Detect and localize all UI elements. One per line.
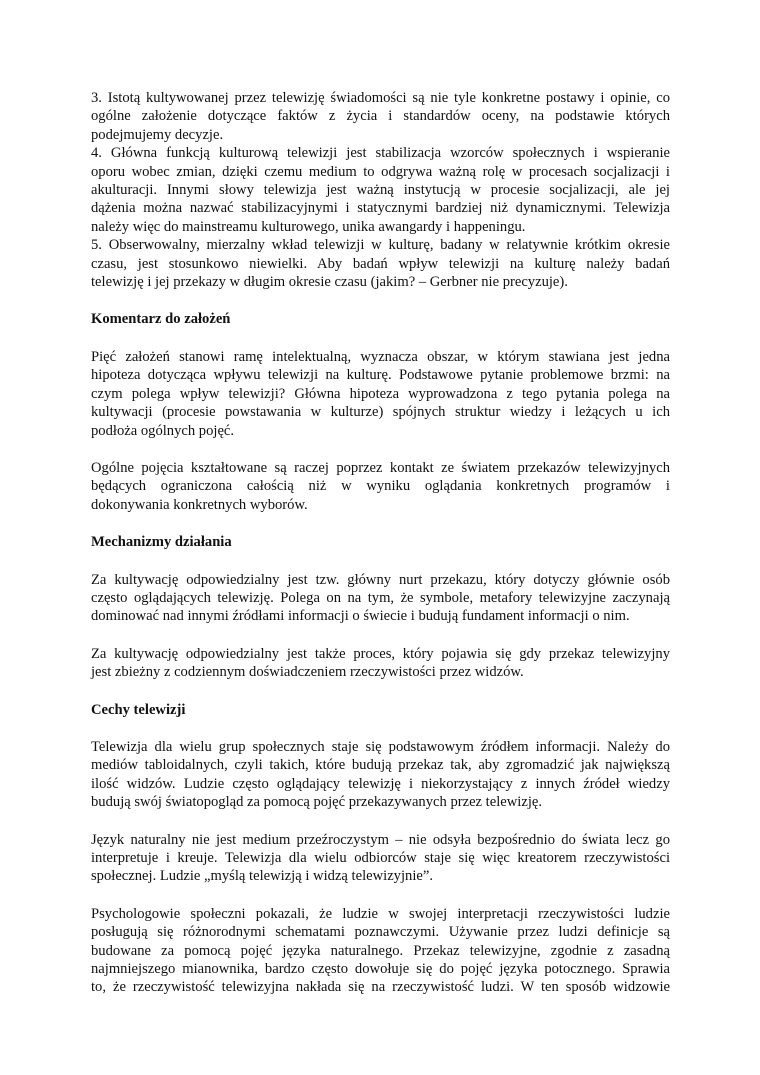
paragraph-cechy-3 <box>91 905 670 997</box>
paragraph-mechanizmy-2 <box>91 645 670 682</box>
text-line: podłoża ogólnych pojęć. <box>91 422 235 439</box>
text-line: Za kultywację odpowiedzialny jest tzw. główny nurt przekazu, który dotyczy głównie osób <box>91 571 670 588</box>
text-line: ogólne założenie dotyczące faktów z życia i standardów oceny, na podstawie których <box>91 108 670 125</box>
text-line: dążenia można nazwać stabilizacyjnymi i statycznymi bardziej niż dynamicznymi. Telewizja <box>91 200 670 217</box>
section-heading-cechy: Cechy telewizji <box>91 701 186 718</box>
text-line: akulturacji. Innymi słowy telewizja jest ważną instytucją w procesie socjalizacji, ale jej <box>91 182 670 199</box>
text-line: Psychologowie społeczni pokazali, że ludzie w swojej interpretacji rzeczywistości ludzie <box>91 905 670 922</box>
section-heading-komentarz: Komentarz do założeń <box>91 311 231 328</box>
text-line: Język naturalny nie jest medium przeźroczystym – nie odsyła bezpośrednio do świata lecz go <box>91 831 670 848</box>
text-line: 4. Główna funkcją kulturową telewizji jest stabilizacja wzorców społecznych i wspieranie <box>91 145 670 162</box>
paragraph-cechy-2 <box>91 831 670 886</box>
paragraph-assumptions-3-5 <box>91 89 670 291</box>
text-line: kultywacji (procesie powstawania w kulturze) spójnych struktur wiedzy i leżących u ich <box>91 404 670 421</box>
text-line: Ogólne pojęcia kształtowane są raczej poprzez kontakt ze światem przekazów telewizyjnych <box>91 459 670 476</box>
text-line: najmniejszego mianownika, bardzo często dowołuje się do pojęć języka potocznego. Sprawia <box>91 961 670 978</box>
text-line: czasu, jest stosunkowo niewielki. Aby badań wpływ telewizji na kulturę należy badań <box>91 255 670 272</box>
text-line: posługują się różnorodnymi schematami poznawczymi. Używanie przez ludzi definicje są <box>91 924 670 941</box>
text-line: Za kultywację odpowiedzialny jest także proces, który pojawia się gdy przekaz telewizyjny <box>91 645 670 662</box>
text-line: mediów tabloidalnych, czyli takich, które budują przekaz tak, aby zgromadzić jak największą <box>91 757 670 774</box>
text-line: 3. Istotą kultywowanej przez telewizję świadomości są nie tyle konkretne postawy i opinie, co <box>91 90 670 106</box>
text-line: budowane za pomocą pojęć języka naturalnego. Przekaz telewizyjne, zgodnie z zasadną <box>91 942 670 959</box>
paragraph-komentarz-2 <box>91 459 670 514</box>
paragraph-komentarz-1 <box>91 348 670 440</box>
paragraph-mechanizmy-1 <box>91 571 670 626</box>
text-line: hipoteza dotycząca wpływu telewizji na kulturę. Podstawowe pytanie problemowe brzmi: na <box>91 367 670 384</box>
text-line: Pięć założeń stanowi ramę intelektualną, wyznacza obszar, w którym stawiana jest jedna <box>91 348 670 365</box>
text-line: ilość widzów. Ludzie często oglądający telewizję i niekorzystający z innych źródeł wiedzy <box>91 775 670 792</box>
section-heading-mechanizmy: Mechanizmy działania <box>91 534 232 551</box>
text-line: budują swój światopogląd za pomocą pojęć przekazywanych przez telewizję. <box>91 794 543 811</box>
text-line: podejmujemy decyzje. <box>91 126 224 143</box>
text-line: to, że rzeczywistość telewizyjna nakłada się na rzeczywistość ludzi. W ten sposób widzowie <box>91 979 670 996</box>
text-line: interpretuje i kreuje. Telewizja dla wielu odbiorców staje się więc kreatorem rzeczywistości <box>91 850 670 866</box>
text-line: czym polega wpływ telewizji? Główna hipoteza wyprowadzona z tego pytania polega na <box>91 385 670 402</box>
text-line: należy więc do mainstreamu kulturowego, unika awangardy i happeningu. <box>91 218 526 235</box>
text-line: jest zbieżny z codziennym doświadczeniem rzeczywistości przez widzów. <box>91 664 524 681</box>
text-line: często oglądających telewizję. Polega on na tym, że symbole, metafory telewizyjne zaczynają <box>91 589 670 606</box>
text-line: telewizję i jej przekazy w długim okresie czasu (jakim? – Gerbner nie precyzuje). <box>91 274 568 291</box>
text-line: dominować nad innymi źródłami informacji o świecie i budują fundament informacji o nim. <box>91 608 630 625</box>
text-line: społecznej. Ludzie „myślą telewizją i widzą telewizyjnie”. <box>91 868 433 885</box>
text-line: dokonywania konkretnych wyborów. <box>91 496 308 513</box>
text-line: Telewizja dla wielu grup społecznych staje się podstawowym źródłem informacji. Należy do <box>91 738 670 755</box>
text-line: będących ograniczona całością niż w wyniku oglądania konkretnych programów i <box>91 478 670 495</box>
paragraph-cechy-1 <box>91 738 670 812</box>
text-line: oporu wobec zmian, dzięki czemu medium to odgrywa ważną rolę w procesach socjalizacji i <box>91 163 670 180</box>
text-line: 5. Obserwowalny, mierzalny wkład telewizji w kulturę, badany w relatywnie krótkim okresie <box>91 237 670 254</box>
